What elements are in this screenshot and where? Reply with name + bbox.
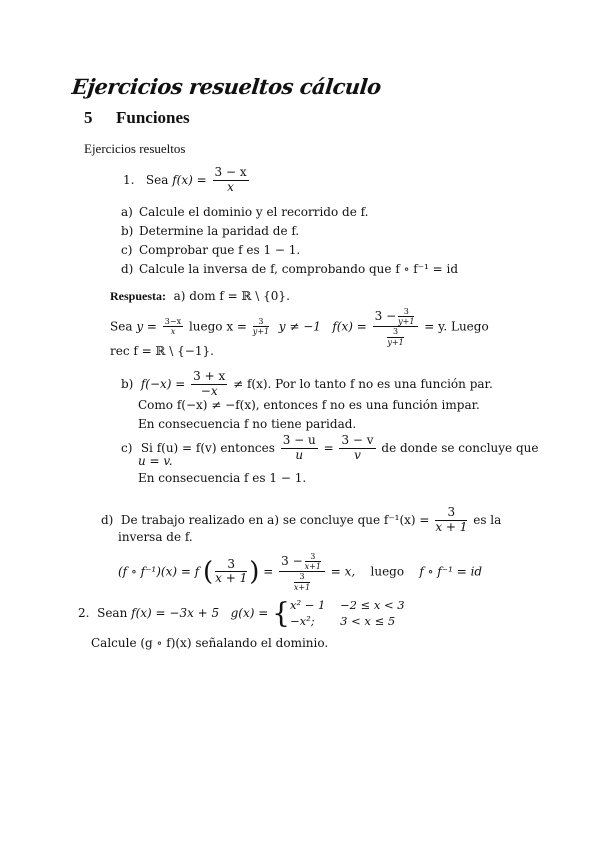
answer-c-line3: En consecuencia f es 1 − 1. [138,471,307,485]
y-numerator: 3−x [164,317,182,327]
x-denominator: y+1 [252,327,270,337]
item-text: Calcule la inversa de f, comprobando que f ∘ f⁻¹ = id [139,262,459,276]
answer-a-derivation [110,307,489,347]
item-text: Determine la paridad de f. [139,224,300,238]
exercise-2-number: 2. [78,606,90,621]
item-text: Comprobar que f es 1 − 1. [139,243,301,257]
b-numerator: 3 + x [193,369,226,383]
answer-line [110,289,290,304]
f-denominator: x [227,179,234,194]
answer-c-line1: c) Si f(u) = f(v) entonces $\frac{3 - u}{u}$ = $\frac{3 - v}{v}$ de donde se concluye que [121,433,539,462]
nested-den [387,327,403,346]
answer-c-line2: u = v. [138,454,173,468]
range-line [110,344,214,358]
document-title: Ejercicios resueltos cálculo [70,74,383,99]
comp-den-top: 3 [294,572,310,582]
exercise-2-f-def: f(x) = −3x + 5 [131,606,220,621]
section-number: 5 [84,108,93,127]
piecewise-case-2: −x²; 3 < x ≤ 5 [289,613,396,628]
item-label: d) [121,262,134,276]
nested-num-a: 3 − [374,309,397,324]
answer-b-line1 [121,370,493,399]
answer-a: a) dom f = ℝ \ {0}. [173,289,290,303]
question-item [121,262,458,276]
y-not-equal: y ≠ −1 [278,319,321,334]
nested-den-top: 3 [387,327,403,337]
comp-inner-denominator: x + 1 [215,571,248,586]
f-fraction [213,166,249,195]
d-denominator: x + 1 [435,519,468,534]
question-item [121,224,299,238]
answer-b-line2: Como f(−x) ≠ −f(x), entonces f no es una función impar. [138,398,480,412]
item-text: Calcule el dominio y el recorrido de f. [139,205,369,219]
section-heading [84,108,190,128]
b-rest: ≠ f(x). Por lo tanto f no es una función par. [233,376,493,391]
d-suffix: es la [473,512,502,527]
c-denominator-u: u [295,447,304,462]
nested-fraction [373,307,419,347]
comp-den [294,572,310,591]
nested-numerator [373,307,419,327]
answer-label: Respuesta: [110,289,166,303]
comp-num-b [305,552,321,571]
exercise-2-statement [78,598,405,629]
c-fraction-u [281,434,318,463]
piecewise-brace: { [272,596,290,630]
c-denominator-v: v [354,447,361,462]
item-label: c) [121,243,133,257]
comp-luego: luego [370,564,405,579]
comp-lhs: (f ∘ f⁻¹)(x) = f [118,564,200,579]
comp-num-b-bottom: x+1 [304,562,321,572]
statement-prefix: Sea [145,172,169,187]
nested-num-b-top: 3 [398,307,414,317]
b-label: b) [121,376,134,391]
comp-nested-numerator [279,552,325,572]
c-suffix: de donde se concluye que [381,440,539,455]
right-paren: ) [249,556,260,587]
f-of-x: f(x) = [332,319,367,334]
y-denominator: x [170,327,176,337]
answer-d-line2: inversa de f. [118,530,193,544]
y-fraction [163,317,183,336]
nested-den-bottom: y+1 [387,337,404,347]
question-item [121,205,368,219]
exercise-1-number: 1. [123,172,135,187]
exercise-2-line2: Calcule (g ∘ f)(x) señalando el dominio. [91,636,329,650]
comp-nested-fraction [279,552,325,592]
exercise-2-g-lhs: g(x) = [230,606,269,621]
d-numerator: 3 [435,506,467,521]
luego-x: luego x = [188,319,247,334]
x-numerator: 3 [253,317,269,327]
b-lhs: f(−x) = [140,376,186,391]
comp-den-bottom: x+1 [293,582,311,592]
b-denominator: −x [200,383,218,398]
b-fraction [191,370,227,399]
c-fraction-v [339,434,375,463]
c-label: c) [121,440,133,455]
comp-inner-numerator: 3 [215,558,247,573]
section-title: Funciones [116,108,190,127]
exercise-1-statement [123,166,251,195]
comp-eq-x: = x, [330,564,356,579]
piecewise-cases [290,598,405,629]
item-label: b) [121,224,134,238]
y-eq: y = [136,319,157,334]
piecewise-case-1: x² − 1 −2 ≤ x < 3 [289,598,405,612]
d-fraction [435,506,467,535]
d-label: d) [101,512,114,527]
composition-line [118,552,482,592]
item-label: a) [121,205,133,219]
x-fraction [253,317,269,336]
left-paren: ( [203,556,214,587]
comp-eq: = [263,564,274,579]
eq-y-luego: = y. Luego [424,319,489,334]
subsection-heading: Ejercicios resueltos [84,141,186,156]
f-numerator: 3 − x [214,165,247,179]
question-item [121,243,300,257]
c-prefix: Si f(u) = f(v) entonces [140,440,275,455]
comp-num-b-top: 3 [305,552,321,562]
comp-inner-fraction [215,558,247,587]
answer-b-line3: En consecuencia f no tiene paridad. [138,417,357,431]
comp-nested-denominator [279,572,325,591]
f-lhs: f(x) = [172,172,207,187]
comp-num-a: 3 − [281,554,303,569]
nested-num-b-bottom: y+1 [398,317,415,327]
exercise-2-prefix: Sean [97,606,128,621]
nested-num-b [398,307,414,326]
c-numerator-v: 3 − v [341,433,374,447]
comp-result: f ∘ f⁻¹ = id [419,564,483,579]
d-prefix: De trabajo realizado en a) se concluye que f⁻¹(x) = [120,512,430,527]
c-numerator-u: 3 − u [282,433,316,447]
sea-prefix: Sea [110,319,133,334]
range-text: rec f = ℝ \ {−1}. [110,344,214,358]
nested-denominator [373,327,419,346]
